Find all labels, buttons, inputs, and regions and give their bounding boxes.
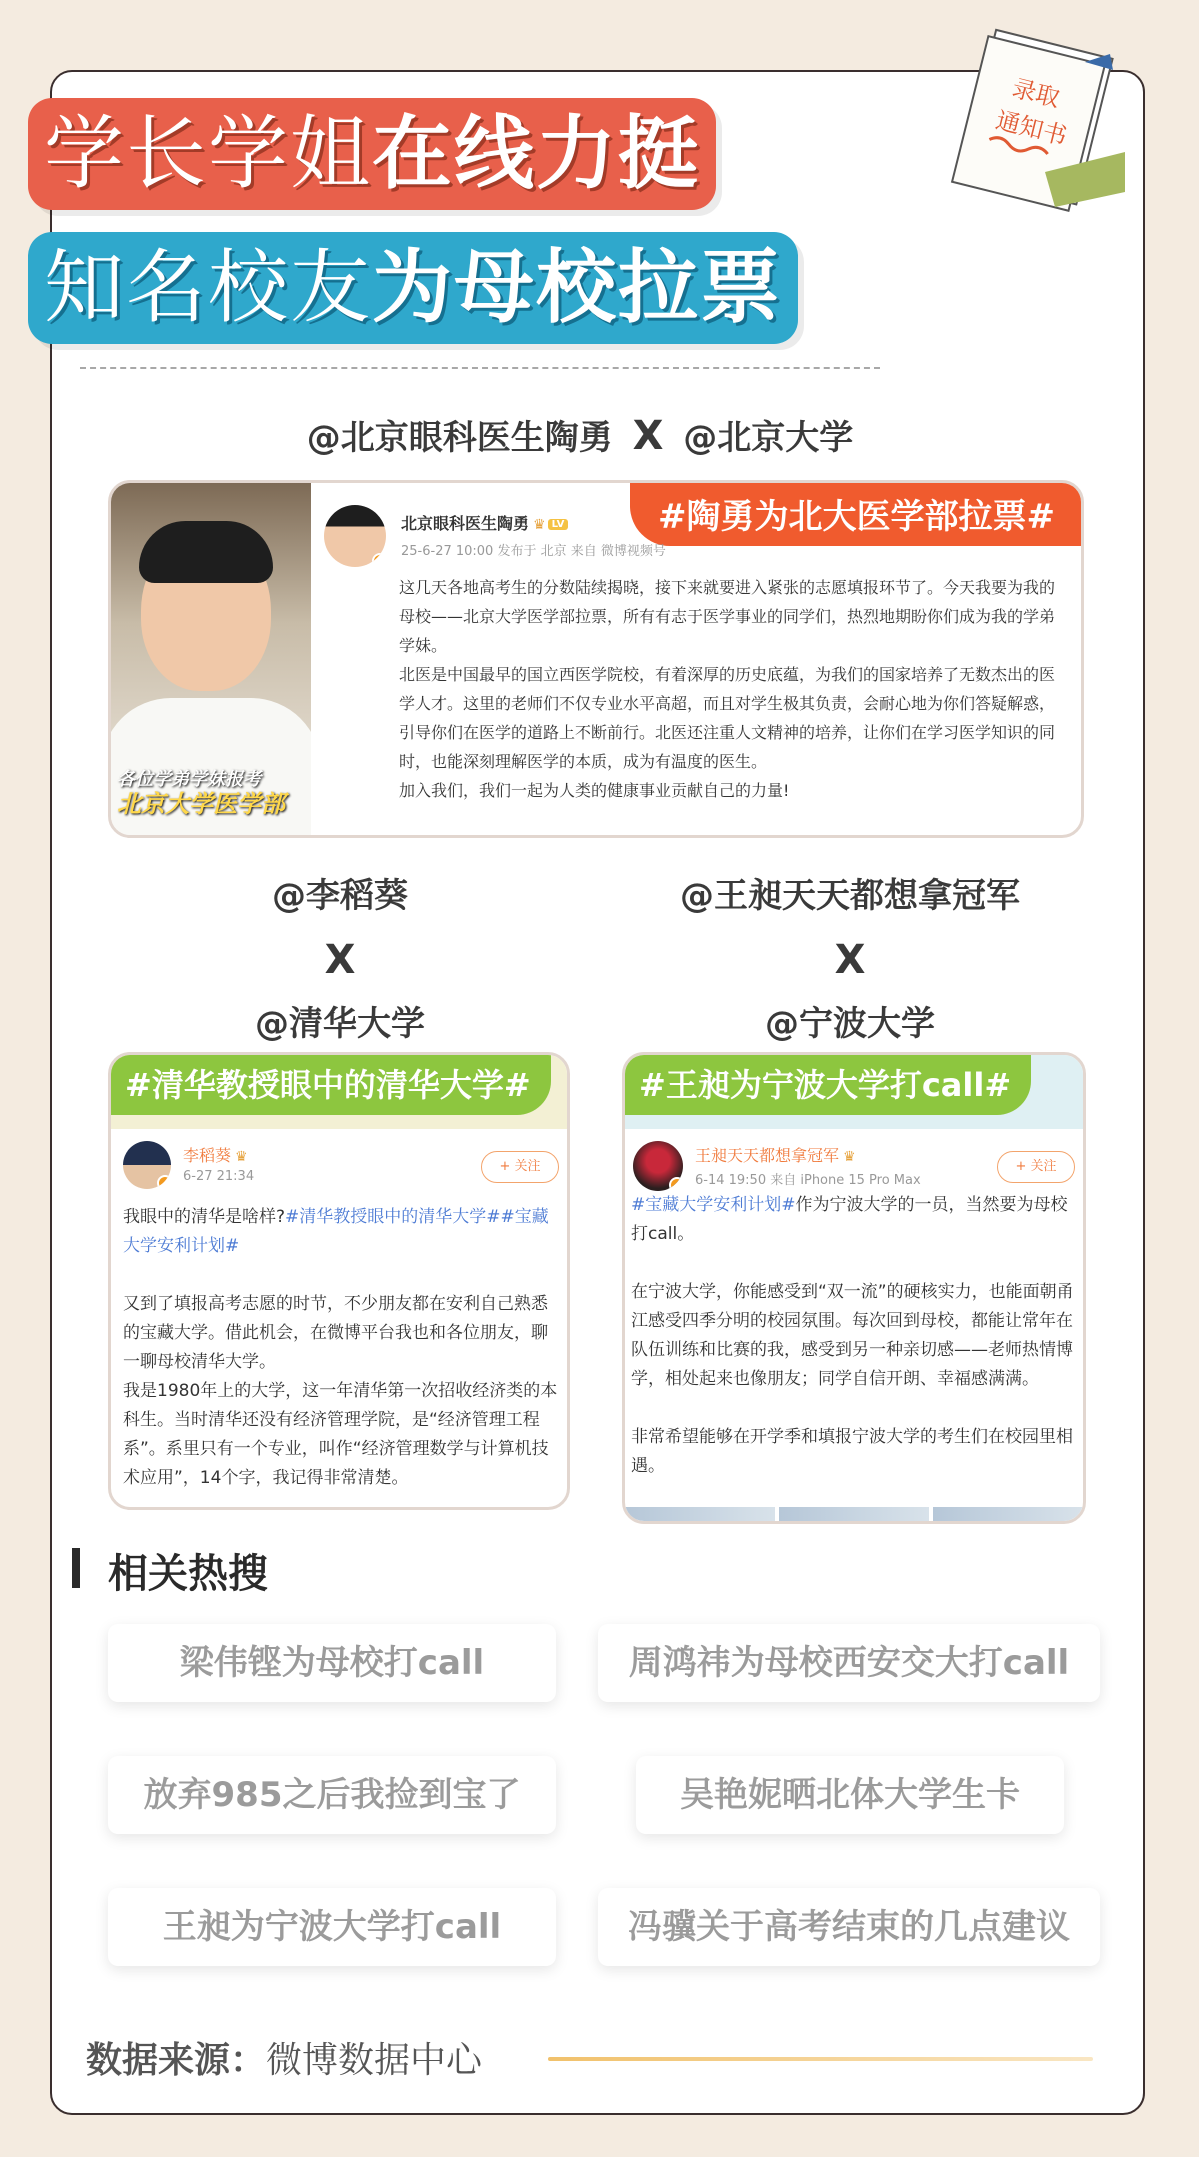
post-paragraph: 在宁波大学，你能感受到“双一流”的硬核实力，也能面朝甬江感受四季分明的校园氛围。每次回到母校，都能让常年在队伍训练和比赛的我，感受到另一种亲切感——老师热情博学，相处起来也像朋友；同学自信开朗、幸福感满满。	[631, 1282, 1074, 1389]
post-username[interactable]: 李稻葵 ♛	[183, 1146, 248, 1165]
topic-tag[interactable]: #清华教授眼中的清华大学#	[111, 1055, 551, 1115]
hashtag-link[interactable]: #清华教授眼中的清华大学##宝藏大学安利计划#	[123, 1207, 549, 1256]
video-caption-1: 各位学弟学妹报考	[117, 769, 261, 790]
post-meta: 25-6-27 10:00 发布于 北京 来自 微博视频号	[401, 544, 666, 559]
data-source-value: 微博数据中心	[266, 2040, 483, 2081]
headline-2-bold: 为母校拉票	[372, 241, 782, 334]
weibo-post-taoyong[interactable]	[108, 480, 1084, 838]
post-username[interactable]: 北京眼科医生陶勇 ♛ LV	[401, 511, 568, 534]
pair-3-x: X	[834, 937, 866, 983]
weibo-post-lidaokui[interactable]	[108, 1052, 570, 1510]
notice-text-1: 录取	[1009, 73, 1063, 113]
post-paragraph: 又到了填报高考志愿的时节，不少朋友都在安利自己熟悉的宝藏大学。借此机会，在微博平台我也和各位朋友，聊一聊母校清华大学。	[123, 1294, 548, 1372]
admission-notice-icon	[935, 22, 1135, 222]
crown-icon: ♛	[235, 1149, 248, 1165]
follow-button[interactable]: + 关注	[997, 1151, 1075, 1183]
related-section-title: 相关热搜	[72, 1542, 268, 1599]
post-intro: 作为宁波大学的一员，当然要为母校打call。	[631, 1195, 1068, 1244]
headline-2	[28, 232, 798, 344]
post-body	[399, 573, 1069, 805]
post-intro: 我眼中的清华是啥样?	[123, 1207, 286, 1227]
pair-1-right[interactable]: @北京大学	[683, 418, 854, 458]
post-body	[631, 1191, 1081, 1481]
avatar[interactable]	[633, 1141, 683, 1191]
hot-search-item[interactable]: 冯骥关于高考结束的几点建议	[598, 1888, 1100, 1966]
source-decoration-line	[548, 2057, 1093, 2061]
post-paragraph: 北医是中国最早的国立西医学院校，有着深厚的历史底蕴，为我们的国家培养了无数杰出的医学人才。这里的老师们不仅专业水平高超，而且对学生极其负责，会耐心地为你们答疑解惑，引导你们在医学的道路上不断前行。北医还注重人文精神的培养，让你们在学习医学知识的同时，也能深刻理解医学的本质，成为有温度的医生。	[399, 665, 1056, 771]
crown-icon: ♛	[533, 517, 546, 533]
post-paragraph: 这几天各地高考生的分数陆续揭晓，接下来就要进入紧张的志愿填报环节了。今天我要为我的母校——北京大学医学部拉票，所有有志于医学事业的同学们，热烈地期盼你们成为我的学弟学妹。	[399, 578, 1056, 655]
post-paragraph: 加入我们，我们一起为人类的健康事业贡献自己的力量!	[399, 781, 790, 800]
post-paragraph: 我是1980年上的大学，这一年清华第一次招收经济类的本科生。当时清华还没有经济管理学院，是“经济管理工程系”。系里只有一个专业，叫作“经济管理数学与计算机技术应用”，14个字，我记得非常清楚。	[123, 1381, 558, 1488]
pair-3-heading	[630, 864, 1070, 1056]
post-body	[123, 1203, 563, 1493]
pair-2-top[interactable]: @李稻葵	[272, 876, 408, 916]
headline-2-light: 知名校友	[44, 241, 372, 334]
notice-text-2: 通知书	[993, 106, 1070, 151]
hot-search-item[interactable]: 梁伟铿为母校打call	[108, 1624, 556, 1702]
data-source	[86, 2032, 482, 2083]
post-meta: 6-14 19:50 来自 iPhone 15 Pro Max	[695, 1173, 921, 1188]
post-meta: 6-27 21:34	[183, 1169, 255, 1184]
headline-1-light: 学长学姐	[44, 107, 372, 200]
pair-3-bottom[interactable]: @宁波大学	[765, 1004, 935, 1044]
dashed-divider	[80, 367, 880, 369]
follow-button[interactable]: + 关注	[481, 1151, 559, 1183]
avatar[interactable]	[324, 505, 386, 567]
hot-search-item[interactable]: 吴艳妮晒北体大学生卡	[636, 1756, 1064, 1834]
post-paragraph: 非常希望能够在开学季和填报宁波大学的考生们在校园里相遇。	[631, 1427, 1073, 1476]
weibo-post-wangchang[interactable]	[622, 1052, 1086, 1524]
pair-1-left[interactable]: @北京眼科医生陶勇	[306, 418, 613, 458]
pair-3-top[interactable]: @王昶天天都想拿冠军	[680, 876, 1020, 916]
pair-2-heading	[130, 864, 550, 1056]
headline-1	[28, 98, 716, 210]
post-video-thumbnail[interactable]	[111, 483, 311, 835]
video-caption	[117, 768, 285, 816]
pair-1-heading	[300, 410, 860, 459]
hot-search-item[interactable]: 周鸿祎为母校西安交大打call	[598, 1624, 1100, 1702]
crown-icon: ♛	[843, 1149, 856, 1165]
hot-search-item[interactable]: 放弃985之后我捡到宝了	[108, 1756, 556, 1834]
post-username[interactable]: 王昶天天都想拿冠军 ♛	[695, 1146, 856, 1165]
video-caption-2: 北京大学医学部	[117, 790, 285, 818]
pair-2-x: X	[324, 937, 356, 983]
avatar[interactable]	[123, 1141, 171, 1189]
topic-tag[interactable]: #陶勇为北大医学部拉票#	[630, 483, 1081, 546]
topic-tag[interactable]: #王昶为宁波大学打call#	[625, 1055, 1031, 1115]
headline-1-bold: 在线力挺	[372, 107, 700, 200]
data-source-label: 数据来源：	[86, 2040, 267, 2081]
post-image-strip[interactable]	[625, 1507, 1083, 1521]
pair-2-bottom[interactable]: @清华大学	[255, 1004, 425, 1044]
hashtag-link[interactable]: #宝藏大学安利计划#	[631, 1195, 796, 1215]
hot-search-item[interactable]: 王昶为宁波大学打call	[108, 1888, 556, 1966]
pair-1-x: X	[632, 413, 664, 459]
level-badge: LV	[548, 519, 569, 530]
